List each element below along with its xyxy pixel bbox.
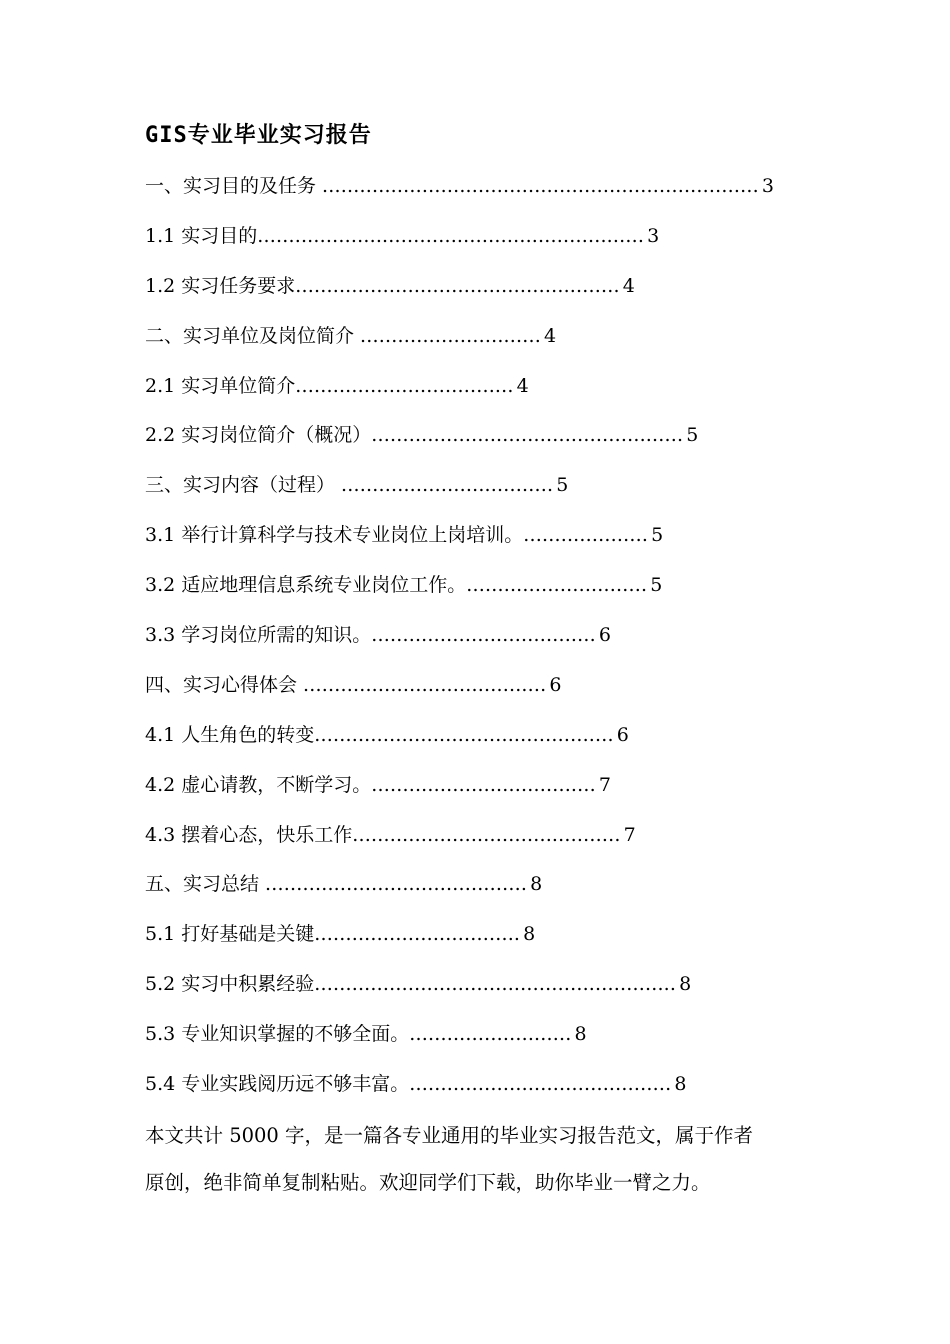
toc-entry-label: 4.2 虚心请教，不断学习。 [145, 773, 372, 796]
toc-entry-page-number: 5 [650, 574, 663, 597]
toc-entry-label: 4.3 摆着心态，快乐工作 [145, 823, 353, 846]
toc-entry-page-number: 5 [556, 474, 569, 497]
toc-entry[interactable] [145, 669, 825, 719]
toc-entry-leader-dots: ...................................................................... [322, 175, 759, 197]
toc-entry-leader-dots: .................................... [371, 773, 596, 796]
toc-entry-leader-dots: .................................................... [295, 274, 620, 297]
toc-entry-page-number: 8 [523, 923, 536, 946]
toc-entry-page-number: 8 [530, 873, 543, 896]
toc-entry-leader-dots: ........................................... [352, 823, 621, 846]
toc-entry[interactable] [145, 868, 825, 918]
toc-entry-label: 1.1 实习目的 [145, 224, 258, 247]
toc-entry-label: 5.1 打好基础是关键 [145, 923, 315, 946]
toc-entry-label: 五、实习总结 [145, 873, 266, 896]
toc-entry-page-number: 6 [598, 624, 611, 647]
toc-entry-label: 3.1 举行计算科学与技术专业岗位上岗培训。 [145, 524, 524, 547]
toc-entry-leader-dots: .......................... [409, 1023, 572, 1046]
toc-entry-label: 5.3 专业知识掌握的不够全面。 [145, 1023, 410, 1046]
toc-entry[interactable] [145, 220, 825, 270]
toc-entry[interactable] [145, 419, 825, 469]
toc-entry-leader-dots: .......................................... [409, 1073, 672, 1096]
toc-entry-page-number: 8 [574, 1023, 587, 1046]
toc-entry-label: 1.2 实习任务要求 [145, 274, 296, 297]
toc-entry-label: 5.4 专业实践阅历远不够丰富。 [145, 1073, 410, 1096]
toc-entry-leader-dots: .............................................................. [257, 224, 645, 247]
note-line-1: 本文共计 5000 字，是一篇各专业通用的毕业实习报告范文，属于作者 [145, 1124, 754, 1147]
toc-entry-label: 2.2 实习岗位简介（概况） [145, 424, 372, 447]
toc-entry[interactable] [145, 469, 825, 519]
toc-entry-leader-dots: ............................. [360, 324, 541, 347]
toc-entry-page-number: 7 [623, 823, 636, 846]
toc-entry-leader-dots: ....................................... [303, 673, 547, 696]
toc-entry-leader-dots: .................... [523, 524, 649, 547]
toc-entry-leader-dots: ............................. [466, 574, 648, 597]
toc-entry-leader-dots: ................................... [295, 374, 514, 397]
toc-entry[interactable] [145, 819, 825, 869]
toc-entry[interactable] [145, 569, 825, 619]
table-of-contents [145, 170, 825, 1118]
note-line-2: 原创，绝非简单复制粘贴。欢迎同学们下载，助你毕业一臂之力。 [145, 1171, 711, 1194]
toc-entry[interactable] [145, 170, 825, 220]
toc-entry-page-number: 4 [516, 374, 529, 397]
toc-entry[interactable] [145, 519, 825, 569]
toc-entry-leader-dots: .......................................................... [314, 973, 677, 996]
toc-entry-label: 4.1 人生角色的转变 [145, 723, 315, 746]
toc-entry-page-number: 8 [674, 1073, 687, 1096]
toc-entry-label: 3.3 学习岗位所需的知识。 [145, 624, 372, 647]
toc-entry[interactable] [145, 769, 825, 819]
toc-entry-label: 四、实习心得体会 [145, 673, 304, 696]
toc-entry[interactable] [145, 719, 825, 769]
toc-entry[interactable] [145, 1068, 825, 1118]
toc-entry-page-number: 4 [544, 324, 557, 347]
toc-entry-label: 三、实习内容（过程） [145, 474, 342, 497]
toc-entry[interactable] [145, 370, 825, 420]
toc-entry[interactable] [145, 270, 825, 320]
toc-entry-page-number: 3 [647, 224, 660, 247]
toc-entry-label: 5.2 实习中积累经验 [145, 973, 315, 996]
toc-entry-label: 3.2 适应地理信息系统专业岗位工作。 [145, 574, 467, 597]
toc-entry[interactable] [145, 918, 825, 968]
toc-entry-page-number: 5 [686, 424, 699, 447]
toc-entry-label: 一、实习目的及任务 [145, 175, 323, 197]
toc-entry-page-number: 8 [679, 973, 692, 996]
toc-entry-leader-dots: .................................. [341, 474, 554, 497]
toc-entry-leader-dots: .................................... [371, 624, 596, 647]
toc-entry-page-number: 6 [549, 673, 562, 696]
toc-entry[interactable] [145, 968, 825, 1018]
toc-entry-leader-dots: .................................................. [371, 424, 684, 447]
toc-entry[interactable] [145, 320, 825, 370]
document-note [145, 1112, 825, 1206]
toc-entry-leader-dots: ................................................ [314, 723, 614, 746]
toc-entry-page-number: 5 [651, 524, 664, 547]
toc-entry-label: 2.1 实习单位简介 [145, 374, 296, 397]
toc-entry[interactable] [145, 1018, 825, 1068]
toc-entry-page-number: 3 [761, 175, 774, 197]
toc-entry-leader-dots: ................................. [314, 923, 521, 946]
document-title: GIS专业毕业实习报告 [145, 123, 372, 148]
toc-entry-page-number: 7 [598, 773, 611, 796]
toc-entry-label: 二、实习单位及岗位简介 [145, 324, 361, 347]
toc-entry-leader-dots: .......................................... [265, 873, 528, 896]
toc-entry-page-number: 6 [616, 723, 629, 746]
toc-entry-page-number: 4 [622, 274, 635, 297]
toc-entry[interactable] [145, 619, 825, 669]
